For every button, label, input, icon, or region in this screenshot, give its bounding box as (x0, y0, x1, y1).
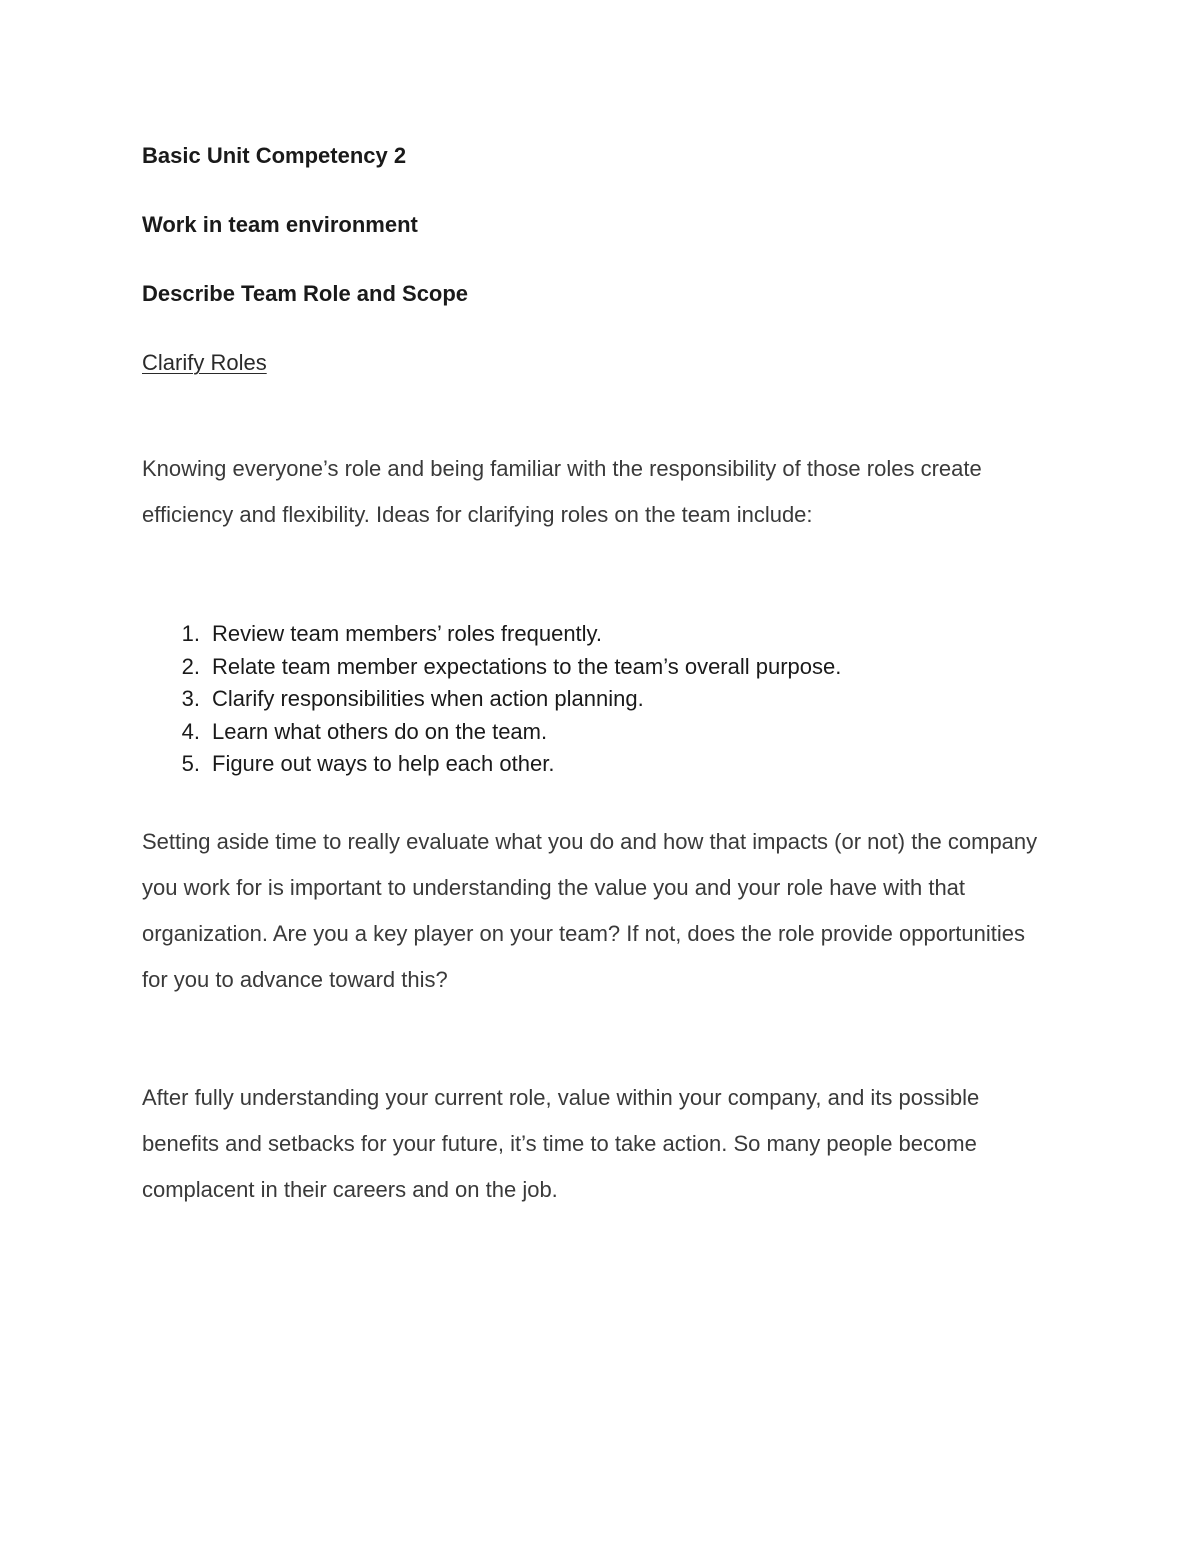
document-subtitle: Work in team environment (142, 212, 418, 237)
document-title: Basic Unit Competency 2 (142, 143, 407, 168)
ideas-list (142, 618, 1042, 781)
list-item-text: Figure out ways to help each other. (212, 751, 555, 776)
list-item-text: Learn what others do on the team. (212, 718, 548, 744)
list-item (142, 748, 1042, 781)
list-item-text: Clarify responsibilities when action planning. (212, 686, 644, 711)
list-item-number: 5. (181, 751, 200, 776)
subsection-heading: Clarify Roles (142, 350, 267, 375)
list-item-text: Review team members’ roles frequently. (212, 621, 603, 646)
list-item (142, 618, 1042, 651)
list-item (142, 651, 1042, 684)
list-item-number: 3. (181, 686, 200, 711)
list-item (142, 683, 1042, 716)
list-item-number: 4. (181, 718, 200, 744)
body-paragraph-3: After fully understanding your current role, value within your company, and its possible benefits and setbacks for your future, it’s time to take action. So many people become complacent in their careers and on the job. (142, 1085, 980, 1202)
list-item-number: 2. (181, 653, 200, 679)
section-heading: Describe Team Role and Scope (142, 281, 469, 306)
list-item-text: Relate team member expectations to the team’s overall purpose. (212, 653, 842, 679)
list-item (142, 716, 1042, 749)
body-paragraph-2: Setting aside time to really evaluate what you do and how that impacts (or not) the company you work for is important to understanding the value you and your role have with that organization. Are you a key player on your team? If not, does the role provide opportunities for you to advance toward this? (142, 829, 1038, 992)
intro-paragraph: Knowing everyone’s role and being familiar with the responsibility of those roles create efficiency and flexibility. Ideas for clarifying roles on the team include: (142, 456, 982, 527)
list-item-number: 1. (181, 621, 200, 646)
